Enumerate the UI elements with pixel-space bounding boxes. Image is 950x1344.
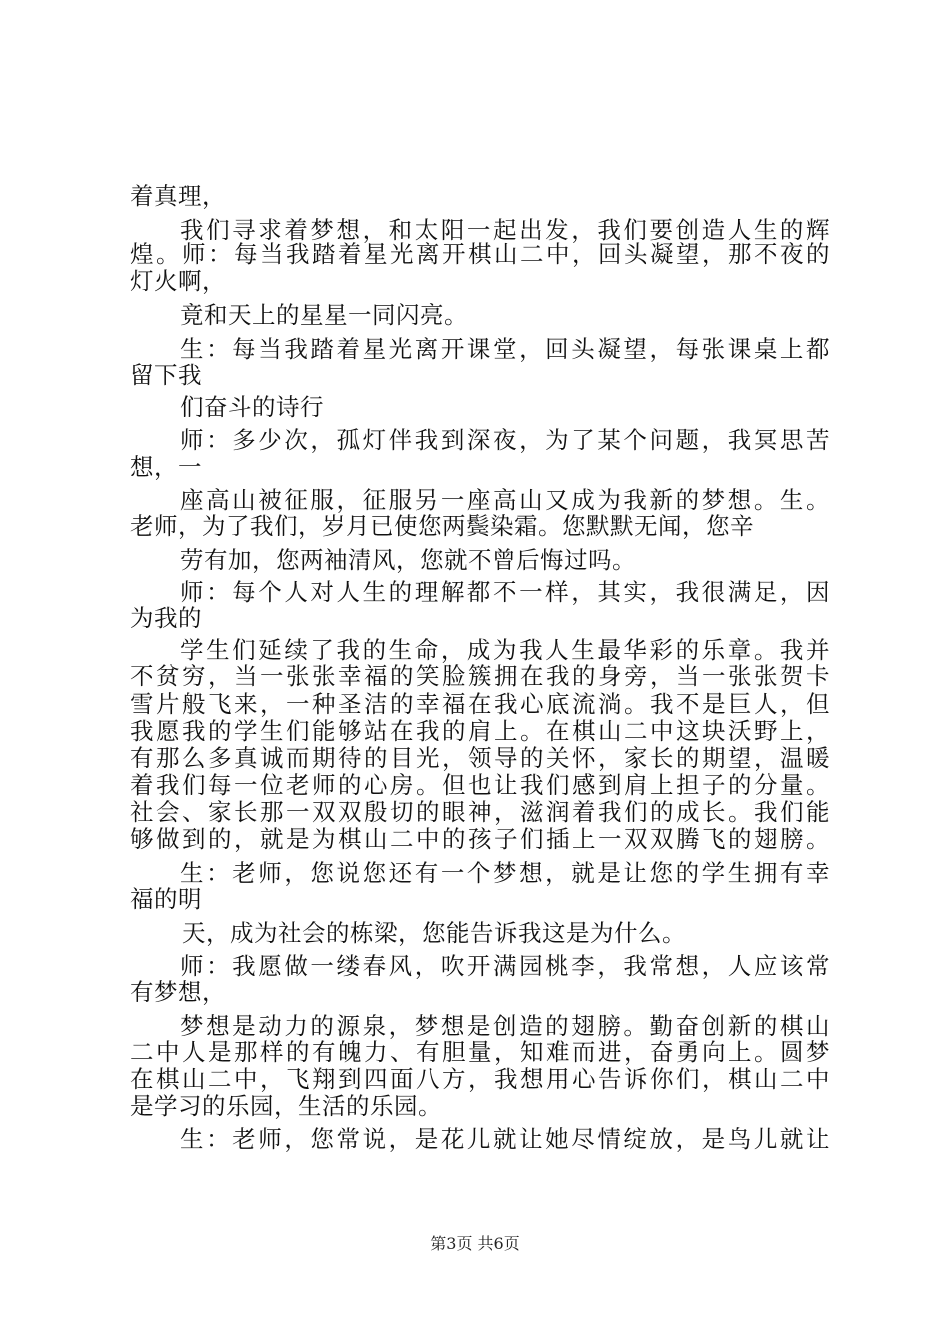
text-line: 不贫穷，当一张张幸福的笑脸簇拥在我的身旁，当一张张贺卡 xyxy=(130,662,830,690)
text-line: 为我的 xyxy=(130,604,202,632)
text-line: 师：每个人对人生的理解都不一样，其实，我很满足，因 xyxy=(180,578,830,606)
text-line: 师：我愿做一缕春风，吹开满园桃李，我常想，人应该常 xyxy=(180,952,830,980)
text-line: 师：多少次，孤灯伴我到深夜，为了某个问题，我冥思苦 xyxy=(180,426,830,454)
text-line: 生：老师，您说您还有一个梦想，就是让您的学生拥有幸 xyxy=(180,859,830,887)
page-number-footer: 第3页 共6页 xyxy=(430,1234,520,1253)
text-line: 座高山被征服，征服另一座高山又成为我新的梦想。生。 xyxy=(180,486,830,514)
text-line: 二中人是那样的有魄力、有胆量，知难而进，奋勇向上。圆梦 xyxy=(130,1038,830,1066)
text-line: 着真理， xyxy=(130,182,226,210)
text-line: 想，一 xyxy=(130,453,202,481)
text-line: 老师，为了我们，岁月已使您两鬓染霜。您默默无闻，您辛 xyxy=(130,512,754,540)
text-line: 雪片般飞来，一种圣洁的幸福在我心底流淌。我不是巨人，但 xyxy=(130,690,830,718)
text-line: 有梦想， xyxy=(130,978,226,1006)
text-line: 煌。师：每当我踏着星光离开棋山二中，回头凝望，那不夜的 xyxy=(130,240,830,268)
text-line: 福的明 xyxy=(130,885,202,913)
text-line: 在棋山二中，飞翔到四面八方，我想用心告诉你们，棋山二中 xyxy=(130,1065,830,1093)
text-line: 劳有加，您两袖清风，您就不曾后悔过吗。 xyxy=(180,546,636,574)
text-line: 灯火啊， xyxy=(130,267,226,295)
text-line: 天，成为社会的栋梁，您能告诉我这是为什么。 xyxy=(182,919,686,947)
text-line: 梦想是动力的源泉，梦想是创造的翅膀。勤奋创新的棋山 xyxy=(180,1012,830,1040)
text-line: 有那么多真诚而期待的目光，领导的关怀，家长的期望，温暖 xyxy=(130,744,830,772)
text-line: 生：老师，您常说，是花儿就让她尽情绽放，是鸟儿就让 xyxy=(180,1125,830,1153)
text-line: 们奋斗的诗行 xyxy=(180,393,324,421)
text-line: 是学习的乐园，生活的乐园。 xyxy=(130,1092,442,1120)
text-line: 我愿我的学生们能够站在我的肩上。在棋山二中这块沃野上， xyxy=(130,717,830,745)
text-line: 社会、家长那一双双殷切的眼神，滋润着我们的成长。我们能 xyxy=(130,798,830,826)
text-line: 够做到的，就是为棋山二中的孩子们插上一双双腾飞的翅膀。 xyxy=(130,825,830,853)
text-line: 留下我 xyxy=(130,361,202,389)
text-line: 着我们每一位老师的心房。但也让我们感到肩上担子的分量。 xyxy=(130,771,830,799)
text-line: 学生们延续了我的生命，成为我人生最华彩的乐章。我并 xyxy=(180,636,830,664)
text-line: 生：每当我踏着星光离开课堂，回头凝望，每张课桌上都 xyxy=(180,335,830,363)
text-line: 竟和天上的星星一同闪亮。 xyxy=(180,301,468,329)
text-line: 我们寻求着梦想，和太阳一起出发，我们要创造人生的辉 xyxy=(180,216,830,244)
